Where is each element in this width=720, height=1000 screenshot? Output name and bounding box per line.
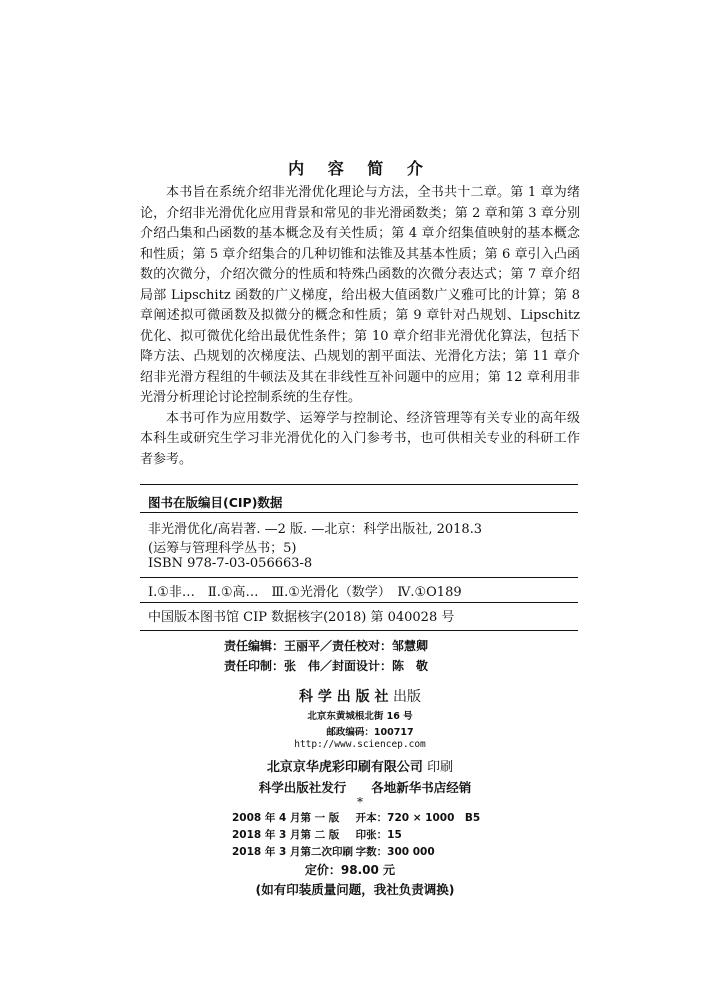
cip-classification: Ⅰ.①非… Ⅱ.①高… Ⅲ.①光滑化（数学） Ⅳ.①O189 — [148, 585, 462, 600]
intro-paragraph: 本书可作为应用数学、运筹学与控制论、经济管理等有关专业的高年级本科生或研究生学习非光滑优化的入门参考书，也可供相关专业的科研工作者参考。 — [140, 410, 580, 467]
publisher-url: http://www.sciencep.com — [294, 739, 426, 750]
quality-notice: (如有印装质量问题，我社负责调换) — [255, 882, 455, 897]
edition-date: 2018 年 3 月第 二 版 — [232, 829, 340, 841]
publisher-address: 北京东黄城根北街 16 号 — [307, 711, 413, 722]
cip-record-number: 中国版本图书馆 CIP 数据核字(2018) 第 040028 号 — [148, 610, 455, 625]
separator-star: * — [357, 795, 363, 809]
cip-title-line: 非光滑优化/高岩著. —2 版. —北京：科学出版社, 2018.3 — [148, 522, 483, 537]
publisher-name: 科 学 出 版 社 — [299, 689, 389, 705]
publisher-postcode: 邮政编码：100717 — [326, 727, 414, 738]
edition-row — [232, 810, 480, 825]
intro-section — [140, 183, 580, 470]
editor-credits: 责任编辑：王丽平／责任校对：邹慧卿 — [224, 639, 429, 653]
section-divider — [140, 484, 578, 485]
cip-divider — [140, 577, 578, 578]
edition-date: 2008 年 4 月第 一 版 — [232, 812, 340, 824]
cip-series-line: (运筹与管理科学丛书；5) — [148, 541, 297, 556]
cip-heading: 图书在版编目(CIP)数据 — [148, 495, 283, 510]
production-credits: 责任印制：张 伟／封面设计：陈 敬 — [224, 659, 429, 673]
word-count: 字数：300 000 — [355, 846, 435, 858]
publisher-suffix: 出版 — [392, 689, 421, 705]
printer-suffix: 印刷 — [427, 760, 454, 775]
sheet-count: 印张：15 — [355, 829, 402, 841]
distribution-line: 科学出版社发行 各地新华书店经销 — [258, 780, 472, 795]
page-title: 内 容 简 介 — [288, 159, 432, 178]
cip-divider — [140, 630, 578, 631]
intro-paragraph: 本书旨在系统介绍非光滑优化理论与方法，全书共十二章。第 1 章为绪论，介绍非光滑优化应用背景和常见的非光滑函数类；第 2 章和第 3 章分别介绍凸集和凸函数的基本概念及有关性质；第 4 章介绍集值映射的基本概念和性质；第 5 章介绍集合的几种切锥和法锥及其基本性质；第 6 章引入凸函数的次微分，介绍次微分的性质和特殊凸函数的次微分表达式；第 7 章介绍局部 Lipschitz 函数的广义梯度，给出极大值函数广义雅可比的计算；第 8 章阐述拟可微函数及拟微分的概念和性质；第 9 章针对凸规划、Lipschitz 优化、拟可微优化给出最优性条件；第 10 章介绍非光滑优化算法，包括下降方法、凸规划的次梯度法、凸规划的割平面法、光滑化方法；第 11 章介绍非光滑方程组的牛顿法及其在非线性互补问题中的应用；第 12 章利用非光滑分析理论讨论控制系统的生存性。 — [140, 185, 580, 405]
price: 定价：98.00 元 — [304, 863, 396, 877]
cip-isbn: ISBN 978-7-03-056663-8 — [148, 556, 313, 571]
cip-divider — [140, 512, 578, 513]
format-spec: 开本：720 × 1000 B5 — [355, 812, 481, 824]
printer-line — [0, 756, 720, 775]
publisher-line — [0, 686, 720, 706]
cip-divider — [140, 602, 578, 603]
printer-name: 北京京华虎彩印刷有限公司 — [266, 760, 423, 775]
edition-row — [232, 844, 435, 859]
printing-date: 2018 年 3 月第二次印刷 — [232, 846, 353, 858]
edition-row — [232, 827, 402, 842]
